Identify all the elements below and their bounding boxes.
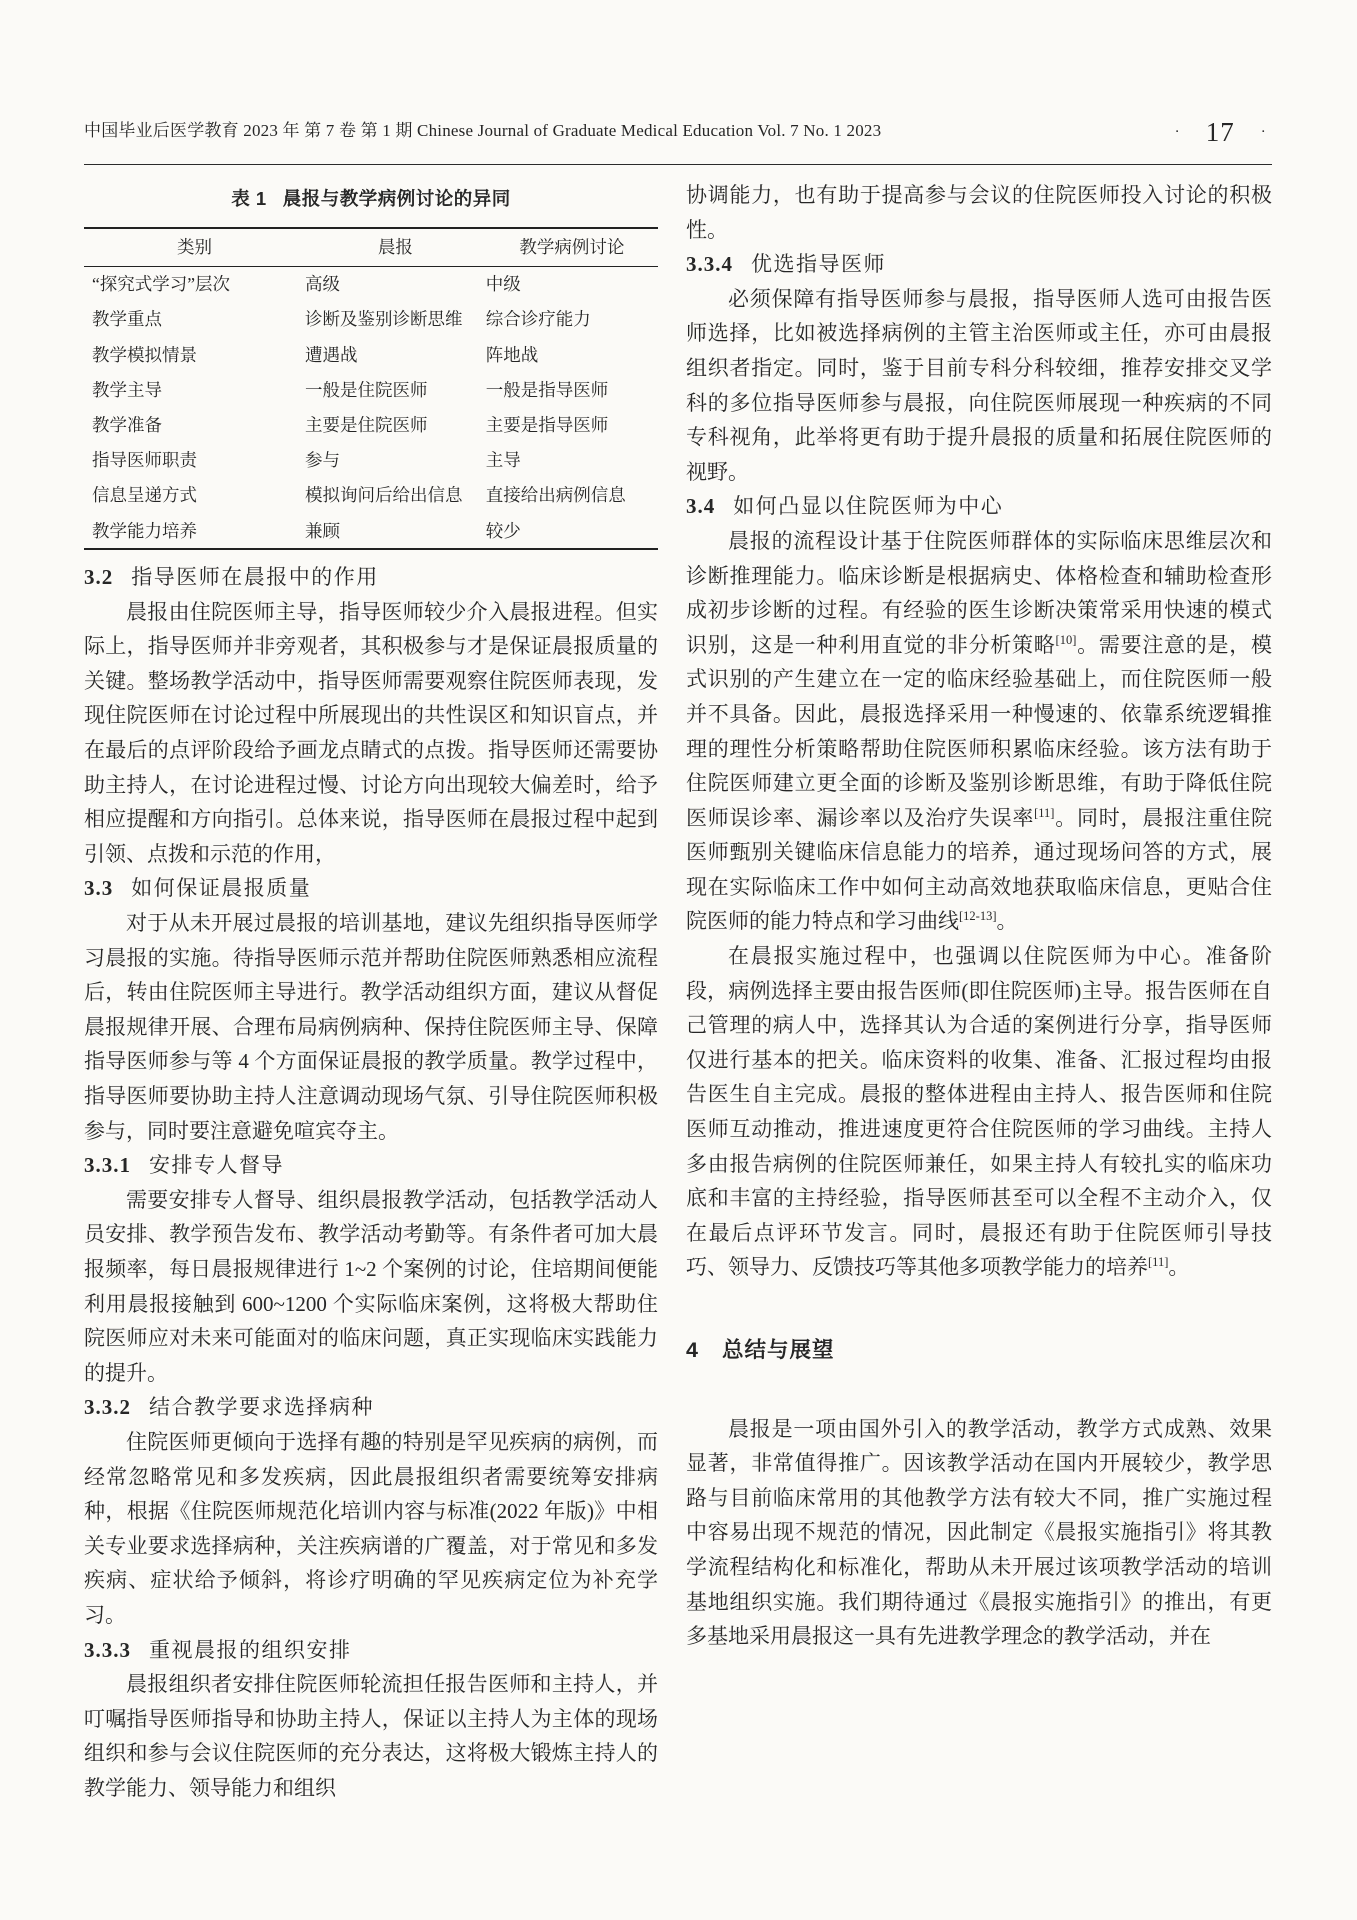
section-3-3-paragraph: 对于从未开展过晨报的培训基地，建议先组织指导医师学习晨报的实施。待指导医师示范并帮助住院医师熟悉相应流程后，转由住院医师主导进行。教学活动组织方面，建议从督促晨报规律开展、合理布局病例病种、保持住院医师主导、保障指导医师参与等 4 个方面保证晨报的教学质量。教学过程中，指导医师要协助主持人注意调动现场气氛、引导住院医师积极参与，同时要注意避免喧宾夺主。 <box>84 911 658 1143</box>
section-heading-3-3-2 <box>84 1390 658 1425</box>
cell: 教学能力培养 <box>92 520 197 541</box>
section-heading-3-3 <box>84 871 658 906</box>
section-3-3-4-paragraph: 必须保障有指导医师参与晨报，指导医师人选可由报告医师选择，比如被选择病例的主管主治医师或主任，亦可由晨报组织者指定。同时，鉴于目前专科分科较细，推荐安排交叉学科的多位指导医师参与晨报，向住院医师展现一种疾病的不同专科视角，此举将更有助于提升晨报的质量和拓展住院医师的视野。 <box>686 286 1272 484</box>
cell: 信息呈递方式 <box>92 485 197 506</box>
cell: 教学模拟情景 <box>92 344 197 365</box>
section-number: 3.3.2 <box>84 1395 131 1420</box>
section-number: 4 <box>686 1338 698 1362</box>
cell: 综合诊疗能力 <box>485 309 591 330</box>
table-row <box>84 443 658 478</box>
cell: 直接给出病例信息 <box>485 485 626 506</box>
cell: 兼顾 <box>304 520 340 541</box>
section-number: 3.2 <box>84 565 114 590</box>
page-number <box>1175 117 1272 148</box>
page-number-dot-left: · <box>1174 124 1180 140</box>
cell: 教学主导 <box>92 379 162 400</box>
cell: 一般是住院医师 <box>304 379 428 400</box>
section-title: 优选指导医师 <box>751 252 886 277</box>
cell: 指导医师职责 <box>92 450 197 471</box>
section-title: 安排专人督导 <box>149 1153 284 1178</box>
cell: 阵地战 <box>485 344 539 365</box>
left-column <box>84 178 658 1805</box>
cell: 高级 <box>304 274 340 295</box>
table1-header-row <box>84 228 658 267</box>
table-row <box>84 337 658 372</box>
section-heading-3-2 <box>84 560 658 595</box>
cell: 中级 <box>485 274 521 295</box>
section-3-4-paragraph-1: 晨报的流程设计基于住院医师群体的实际临床思维层次和诊断推理能力。临床诊断是根据病史、体格检查和辅助检查形成初步诊断的过程。有经验的医生诊断决策常采用快速的模式识别，这是一种利用直觉的非分析策略[10]。需要注意的是，模式识别的产生建立在一定的临床经验基础上，而住院医师一般并不具备。因此，晨报选择采用一种慢速的、依靠系统逻辑推理的理性分析策略帮助住院医师积累临床经验。该方法有助于住院医师建立更全面的诊断及鉴别诊断思维，有助于降低住院医师误诊率、漏诊率以及治疗失误率[11]。同时，晨报注重住院医师甄别关键临床信息能力的培养，通过现场问答的方式，展现在实际临床工作中如何主动高效地获取临床信息，更贴合住院医师的能力特点和学习曲线[12-13]。 <box>686 528 1273 934</box>
two-column-body <box>84 178 1272 1805</box>
table-row <box>84 478 658 513</box>
section-heading-4 <box>686 1333 1272 1368</box>
section-3-2-paragraph: 晨报由住院医师主导，指导医师较少介入晨报进程。但实际上，指导医师并非旁观者，其积极参与才是保证晨报质量的关键。整场教学活动中，指导医师需要观察住院医师表现，发现住院医师在讨论过程中所展现出的共性误区和知识盲点，并在最后的点评阶段给予画龙点睛式的点拨。指导医师还需要协助主持人，在讨论进程过慢、讨论方向出现较大偏差时，给予相应提醒和方向指引。总体来说，指导医师在晨报过程中起到引领、点拨和示范的作用， <box>84 599 658 866</box>
section-title: 总结与展望 <box>721 1338 835 1362</box>
section-number: 3.3.4 <box>686 252 733 277</box>
cell: 诊断及鉴别诊断思维 <box>304 309 463 330</box>
section-4-paragraph: 晨报是一项由国外引入的教学活动，教学方式成熟、效果显著，非常值得推广。因该教学活动在国内开展较少，教学思路与目前临床常用的其他教学方法有较大不同，推广实施过程中容易出现不规范的情况，因此制定《晨报实施指引》将其教学流程结构化和标准化，帮助从未开展过该项教学活动的培训基地组织实施。我们期待通过《晨报实施指引》的推出，有更多基地采用晨报这一具有先进教学理念的教学活动，并在 <box>686 1416 1272 1649</box>
cell: 主要是住院医师 <box>304 414 428 435</box>
section-title: 指导医师在晨报中的作用 <box>131 565 379 590</box>
table-row <box>84 513 658 549</box>
carryover-paragraph: 协调能力，也有助于提高参与会议的住院医师投入讨论的积极性。 <box>686 183 1272 242</box>
cell: 教学准备 <box>92 414 162 435</box>
cell: 遭遇战 <box>304 344 358 365</box>
table-row <box>84 407 658 442</box>
table1-col-category: 类别 <box>84 228 305 267</box>
section-title: 结合教学要求选择病种 <box>149 1395 374 1420</box>
table1-col-morning-report: 晨报 <box>305 228 486 267</box>
section-3-3-2-paragraph: 住院医师更倾向于选择有趣的特别是罕见疾病的病例，而经常忽略常见和多发疾病，因此晨报组织者需要统筹安排病种，根据《住院医师规范化培训内容与标准(2022 年版)》中相关专业要求选择病种，关注疾病谱的广覆盖，对于常见和多发疾病、症状给予倾斜，将诊疗明确的罕见疾病定位为补充学习。 <box>84 1429 658 1627</box>
section-number: 3.3.1 <box>84 1153 131 1178</box>
section-number: 3.3.3 <box>84 1637 131 1662</box>
table1 <box>84 227 658 551</box>
cell: 主要是指导医师 <box>485 414 609 435</box>
table1-caption <box>84 182 658 217</box>
table-row <box>84 266 658 302</box>
section-heading-3-4 <box>686 489 1272 524</box>
table1-caption-title: 晨报与教学病例讨论的异同 <box>282 188 511 209</box>
section-title: 如何凸显以住院医师为中心 <box>733 494 1004 519</box>
cell: 较少 <box>485 520 521 541</box>
running-head <box>84 116 1272 148</box>
section-title: 如何保证晨报质量 <box>131 876 312 901</box>
cell: “探究式学习”层次 <box>92 274 231 295</box>
section-title: 重视晨报的组织安排 <box>149 1637 352 1662</box>
section-3-3-3-paragraph: 晨报组织者安排住院医师轮流担任报告医师和主持人，并叮嘱指导医师指导和协助主持人，保证以主持人为主体的现场组织和参与会议住院医师的充分表达，这将极大锻炼主持人的教学能力、领导能力和组织 <box>84 1672 658 1800</box>
section-number: 3.4 <box>686 494 716 519</box>
section-number: 3.3 <box>84 876 114 901</box>
right-column <box>686 178 1272 1805</box>
table1-caption-label: 表 1 <box>231 188 267 209</box>
section-3-3-1-paragraph: 需要安排专人督导、组织晨报教学活动，包括教学活动人员安排、教学预告发布、教学活动考勤等。有条件者可加大晨报频率，每日晨报规律进行 1~2 个案例的讨论，住培期间便能利用晨报接触到 600~1200 个实际临床案例，这将极大帮助住院医师应对未来可能面对的临床问题，真正实现临床实践能力的提升。 <box>84 1187 658 1385</box>
section-heading-3-3-1 <box>84 1148 658 1183</box>
table-row <box>84 372 658 407</box>
header-rule <box>84 164 1272 165</box>
page-number-value: 17 <box>1205 117 1235 147</box>
cell: 模拟询问后给出信息 <box>304 485 463 506</box>
section-heading-3-3-4 <box>686 247 1272 282</box>
table-row <box>84 302 658 337</box>
table1-col-case-discussion: 教学病例讨论 <box>486 228 658 267</box>
cell: 参与 <box>304 450 340 471</box>
journal-citation-line: 中国毕业后医学教育 2023 年 第 7 卷 第 1 期 Chinese Journal of Graduate Medical Education Vol. 7 No. 1 2023 <box>84 121 882 140</box>
cell: 一般是指导医师 <box>485 379 609 400</box>
cell: 教学重点 <box>92 309 162 330</box>
section-3-4-paragraph-2: 在晨报实施过程中，也强调以住院医师为中心。准备阶段，病例选择主要由报告医师(即住院医师)主导。报告医师在自己管理的病人中，选择其认为合适的案例进行分享，指导医师仅进行基本的把关。临床资料的收集、准备、汇报过程均由报告医生自主完成。晨报的整体进程由主持人、报告医师和住院医师互动推动，推进速度更符合住院医师的学习曲线。主持人多由报告病例的住院医师兼任，如果主持人有较扎实的临床功底和丰富的主持经验，指导医师甚至可以全程不主动介入，仅在最后点评环节发言。同时，晨报还有助于住院医师引导技巧、领导力、反馈技巧等其他多项教学能力的培养[11]。 <box>686 944 1272 1280</box>
page-number-dot-right: · <box>1260 124 1266 140</box>
section-heading-3-3-3 <box>84 1633 658 1668</box>
cell: 主导 <box>485 450 521 471</box>
